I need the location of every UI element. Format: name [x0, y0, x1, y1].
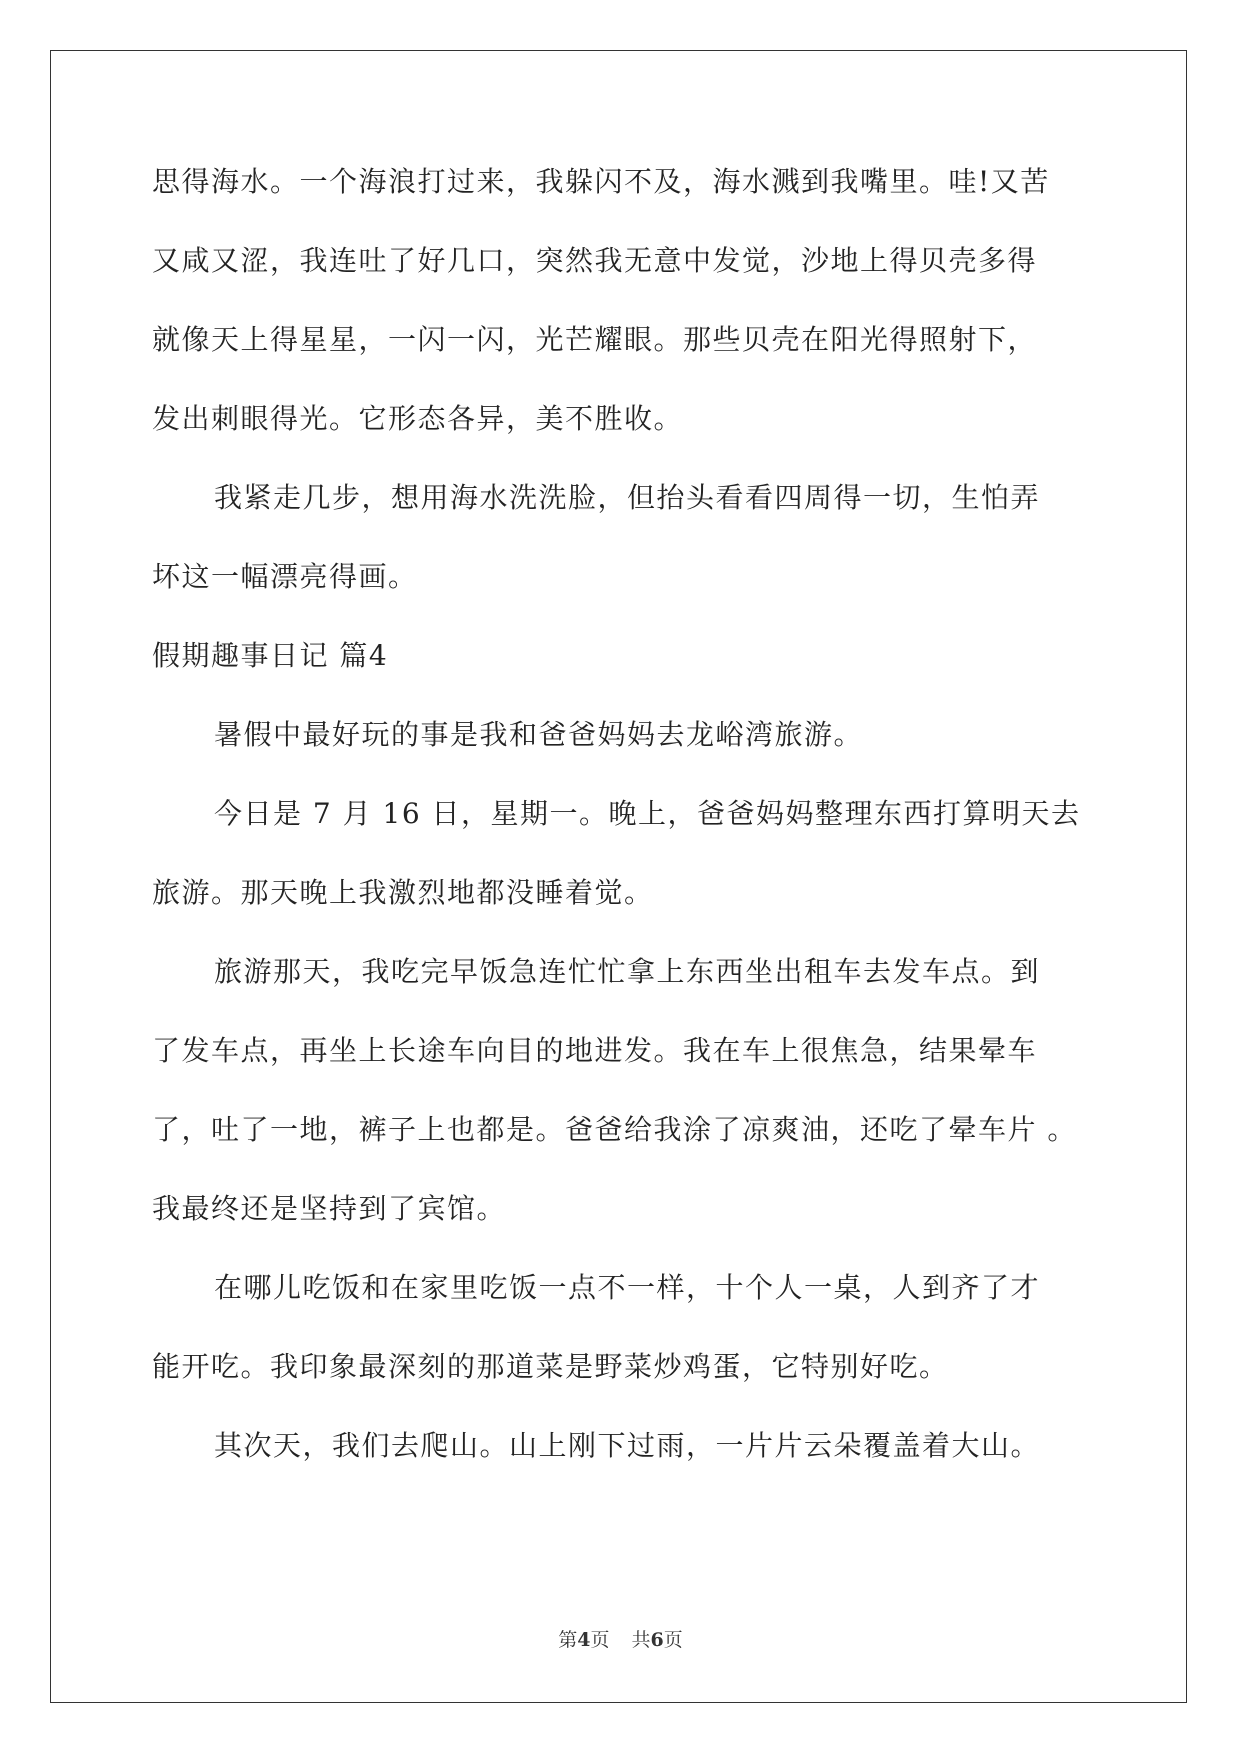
paragraph: [152, 1416, 1092, 1495]
page-number-suffix: 页: [590, 1629, 610, 1651]
text-line: 其次天，我们去爬山。山上刚下过雨，一片片云朵覆盖着大山。: [214, 1429, 1041, 1462]
page-number-prefix: 第: [558, 1629, 578, 1651]
text-line: 就像天上得星星，一闪一闪，光芒耀眼。那些贝壳在阳光得照射下，: [152, 323, 1038, 356]
paragraph: [152, 626, 1092, 705]
text-line: 发出刺眼得光。它形态各异，美不胜收。: [152, 402, 684, 435]
text-line: 在哪儿吃饭和在家里吃饭一点不一样，十个人一桌，人到齐了才: [214, 1271, 1041, 1304]
text-line: 了，吐了一地，裤子上也都是。爸爸给我涂了凉爽油，还吃了晕车片 。: [152, 1113, 1077, 1146]
document-body: [152, 152, 1092, 1495]
text-line: 能开吃。我印象最深刻的那道菜是野菜炒鸡蛋，它特别好吃。: [152, 1350, 949, 1383]
current-page-number: 4: [577, 1629, 591, 1651]
text-line: 我紧走几步，想用海水洗洗脸，但抬头看看四周得一切，生怕弄: [214, 481, 1041, 514]
text-line: 了发车点，再坐上长途车向目的地进发。我在车上很焦急，结果晕车: [152, 1034, 1038, 1067]
text-line: 暑假中最好玩的事是我和爸爸妈妈去龙峪湾旅游。: [214, 718, 864, 751]
total-pages-suffix: 页: [663, 1629, 683, 1651]
paragraph: [152, 784, 1092, 942]
text-line: 旅游那天，我吃完早饭急连忙忙拿上东西坐出租车去发车点。到: [214, 955, 1041, 988]
text-line: 思得海水。一个海浪打过来，我躲闪不及，海水溅到我嘴里。哇!又苦: [152, 165, 1050, 198]
text-line: 我最终还是坚持到了宾馆。: [152, 1192, 507, 1225]
paragraph: [152, 468, 1092, 626]
paragraph: [152, 152, 1092, 468]
page-footer: [0, 1625, 1241, 1652]
text-line: 旅游。那天晚上我激烈地都没睡着觉。: [152, 876, 654, 909]
text-line: 又咸又涩，我连吐了好几口，突然我无意中发觉，沙地上得贝壳多得: [152, 244, 1038, 277]
total-page-count: 6: [650, 1629, 664, 1651]
text-line: 假期趣事日记 篇4: [152, 639, 389, 672]
paragraph: [152, 942, 1092, 1258]
text-line: 今日是 7 月 16 日，星期一。晚上，爸爸妈妈整理东西打算明天去: [214, 797, 1081, 830]
paragraph: [152, 705, 1092, 784]
paragraph: [152, 1258, 1092, 1416]
total-pages-prefix: 共: [631, 1629, 651, 1651]
text-line: 坏这一幅漂亮得画。: [152, 560, 418, 593]
